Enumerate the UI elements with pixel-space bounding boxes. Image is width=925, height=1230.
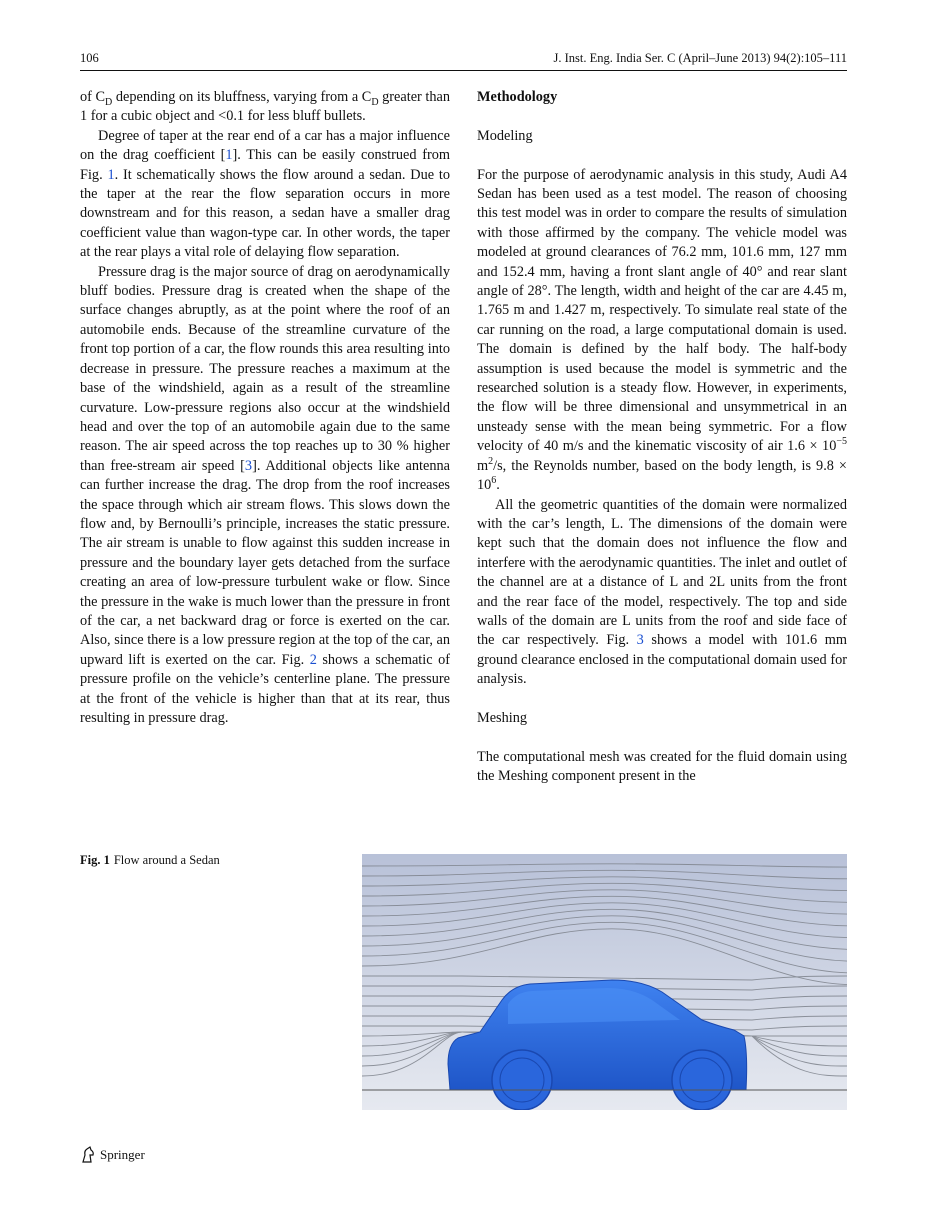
figure-caption-text: Flow around a Sedan — [113, 853, 220, 867]
citation-link[interactable]: 1 — [225, 147, 233, 164]
journal-citation: J. Inst. Eng. India Ser. C (April–June 2013) 94(2):105–111 — [553, 51, 847, 65]
left-column — [80, 88, 450, 728]
rear-wheel — [672, 1050, 732, 1110]
flow-visualization — [362, 854, 847, 1110]
paragraph: Degree of taper at the rear end of a car has a major influence on the drag coefficient [1]. This can be easily construed from Fig. 1. It schematically shows the flow around a sedan. Due to the taper at the rear the flow separation occurs in more downstream and for this reason, a sedan have a smaller drag coefficient value than wagon-type car. In other words, the taper at the rear plays a vital role of delaying flow separation. — [80, 127, 450, 261]
paragraph: All the geometric quantities of the domain were normalized with the car’s length, L. The dimensions of the domain were kept such that the domain does not influence the flow and interfere with the aerodynamic quantities. The inlet and outlet of the channel are at a distance of L and 2L units from the front and the rear face of the model, respectively. The top and side walls of the domain are L units from the roof and side face of the car respectively. Fig. 3 shows a model with 101.6 mm ground clearance enclosed in the computational domain used for analysis. — [477, 496, 847, 688]
right-column — [477, 88, 847, 787]
page-number: 106 — [80, 51, 99, 65]
paragraph: Pressure drag is the major source of drag on aerodynamically bluff bodies. Pressure drag is created when the shape of the surface changes abruptly, as at the point where the roof of an automobile ends. Because of the streamline curvature of the front top portion of a car, the flow rounds this area resulting into decrease in pressure. The pressure reaches a maximum at the base of the windshield, again as a result of the streamline curvature. Low-pressure regions also occur at the windshield head and over the top of an automobile again due to the same reason. The air speed across the top reaches up to 30 % higher than free-stream air speed [3]. Additional objects like antenna can further increase the drag. The drop from the roof increases the space through which air stream flows. This slows down the flow and, by Bernoulli’s principle, increases the static pressure. The air stream is unable to flow against this sudden increase in pressure and the boundary layer gets detached from the surface creating an area of low-pressure turbulent wake or flow. Since the pressure in the wake is much lower than the pressure in front of the car, a net backward drag or force is exerted on the car. Also, since there is a low pressure region at the top of the car, an upward lift is exerted on the car. Fig. 2 shows a schematic of pressure profile on the vehicle’s centerline plane. The pressure at the front of the vehicle is higher than that at its rear, thus resulting in pressure drag. — [80, 263, 450, 726]
paragraph: For the purpose of aerodynamic analysis in this study, Audi A4 Sedan has been used as a test model. The reason of choosing this test model was in order to compare the results of simulation with those affirmed by the company. The vehicle model was modeled at ground clearances of 76.2 mm, 101.6 mm, 127 mm and 152.4 mm, having a front slant angle of 40° and rear slant angle of 28°. The length, width and height of the car are 4.45 m, 1.765 m and 1.427 m, respectively. To simulate real state of the car running on the road, a large computational domain is used. The domain is defined by the half body. The half-body assumption is used because the model is symmetric and the researched solution is a steady flow. However, in experiments, the flow will be three dimensional and unsymmetrical in an unsteady sense with the mean being symmetric. For a flow velocity of 40 m/s and the kinematic viscosity of air $1.6 \times 10^{-5}$ $m^2/s$, the Reynolds number, based on the body length, is $9.8 \times 10^6$. — [477, 166, 847, 494]
page-footer — [80, 1146, 145, 1164]
figure-link[interactable]: 3 — [636, 632, 644, 649]
springer-horse-icon — [80, 1146, 96, 1164]
figure-link[interactable]: 1 — [107, 166, 115, 183]
header-rule — [80, 70, 847, 71]
subsection-heading: Modeling — [477, 127, 533, 144]
figure-caption — [80, 852, 220, 868]
paragraph: of $C_D$ depending on its bluffness, varying from a $C_D$ greater than 1 for a cubic object and <0.1 for less bluff bullets. — [80, 89, 450, 125]
figure-flow-around-sedan — [362, 854, 847, 1110]
section-heading: Methodology — [477, 89, 558, 105]
publisher-name: Springer — [100, 1147, 145, 1162]
figure-link[interactable]: 2 — [309, 651, 317, 668]
subsection-heading: Meshing — [477, 709, 528, 726]
figure-label: Fig. 1 — [80, 853, 110, 867]
page-header — [80, 50, 847, 70]
front-wheel — [492, 1050, 552, 1110]
citation-link[interactable]: 3 — [244, 457, 253, 474]
paragraph: The computational mesh was created for the fluid domain using the Meshing component present in the — [477, 748, 847, 785]
